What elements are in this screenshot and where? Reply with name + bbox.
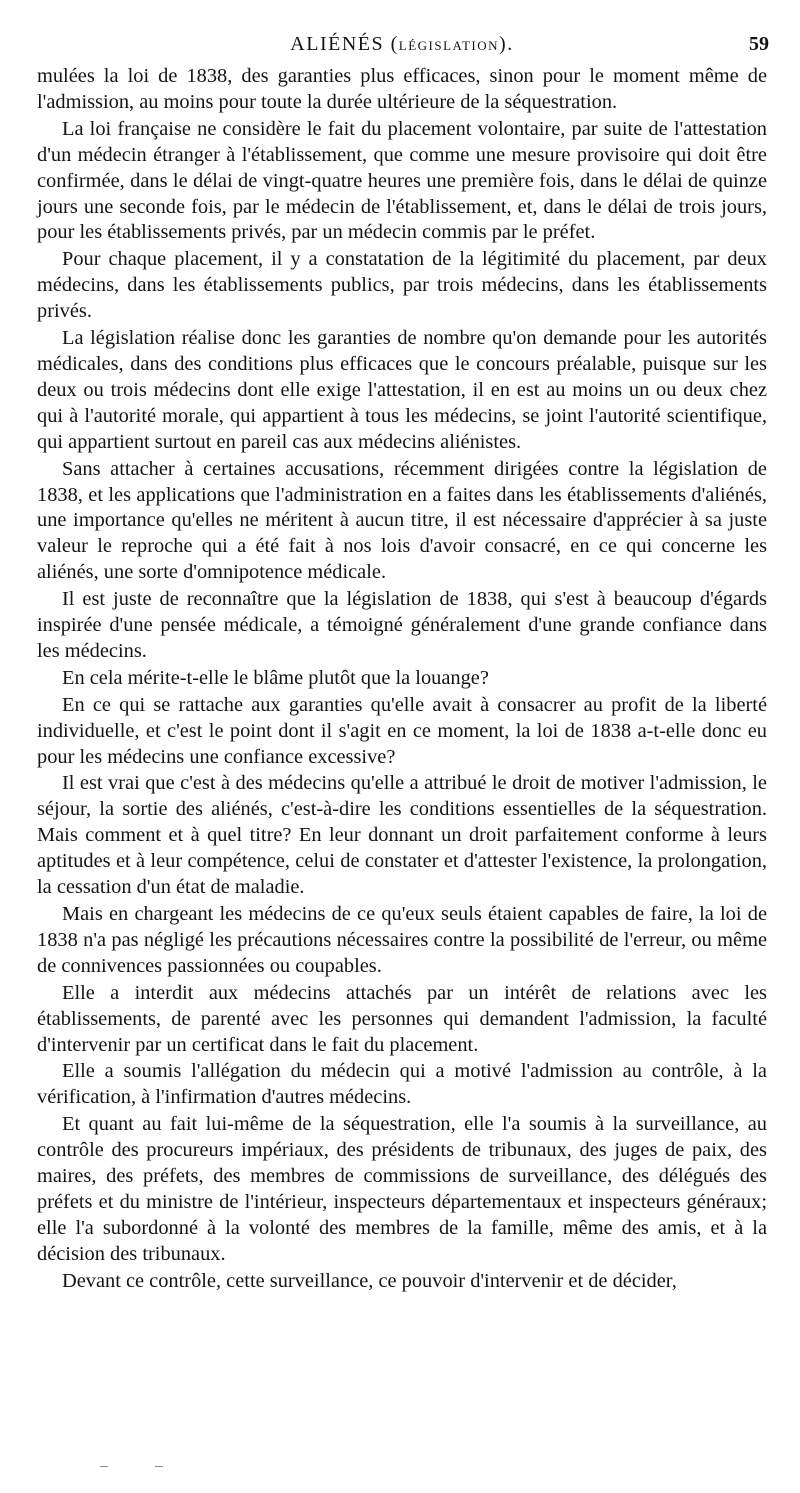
book-page bbox=[37, 0, 767, 1493]
paragraph: Elle a interdit aux médecins attachés par un intérêt de relations avec les établissements, de parenté avec les personnes qui demandent l'admission, la faculté d'intervenir par un certificat dans le fait du placement. bbox=[37, 981, 767, 1056]
paragraph: Elle a soumis l'allégation du médecin qui a motivé l'admission au contrôle, à la vérification, à l'infirmation d'autres médecins. bbox=[37, 1060, 767, 1109]
running-head-subtitle: LÉGISLATION bbox=[398, 38, 500, 53]
print-mark bbox=[100, 1466, 108, 1467]
paragraph: En cela mérite-t-elle le blâme plutôt que la louange? bbox=[62, 666, 489, 689]
paragraph-continuation: mulées la loi de 1838, des garanties plus efficaces, sinon pour le moment même de l'admission, au moins pour toute la durée ultérieure de la séquestration. bbox=[37, 65, 767, 113]
paragraph: Pour chaque placement, il y a constatation de la légitimité du placement, par deux médecins, dans les établissements publics, par trois médecins, dans les établissements privés. bbox=[37, 248, 767, 323]
paragraph: La loi française ne considère le fait du placement volontaire, par suite de l'attestation d'un médecin étranger à l'établissement, que comme une mesure provisoire qui doit être confirmée, dans le délai de vingt-quatre heures une première fois, dans le délai de quinze jours une seconde fois, par le médecin de l'établissement, et, dans le délai de trois jours, pour les établissements privés, par un médecin commis par le préfet. bbox=[37, 117, 767, 244]
paragraph: Sans attacher à certaines accusations, récemment dirigées contre la législation de 1838, et les applications que l'administration en a faites dans les établissements d'aliénés, une importance qu'elles ne méritent à aucun titre, il est nécessaire d'apprécier à sa juste valeur le reproche qui a été fait à nos lois d'avoir consacré, en ce qui concerne les aliénés, une sorte d'omnipotence médicale. bbox=[37, 457, 767, 584]
paragraph: Et quant au fait lui-même de la séquestration, elle l'a soumis à la surveillance, au contrôle des procureurs impériaux, des présidents de tribunaux, des juges de paix, des maires, des préfets, des membres de commissions de surveillance, des délégués des préfets et du ministre de l'intérieur, inspecteurs départementaux et inspecteurs généraux; elle l'a subordonné à la volonté des membres de la famille, même des amis, et à la décision des tribunaux. bbox=[37, 1113, 767, 1265]
paragraph: Mais en chargeant les médecins de ce qu'eux seuls étaient capables de faire, la loi de 1838 n'a pas négligé les précautions nécessaires contre la possibilité de l'erreur, ou même de connivences passionnées ou coupables. bbox=[37, 903, 767, 977]
print-mark bbox=[155, 1466, 163, 1467]
running-head-close: ). bbox=[499, 33, 514, 55]
paragraph: La législation réalise donc les garanties de nombre qu'on demande pour les autorités médicales, dans des conditions plus efficaces que le concours préalable, puisque sur les deux ou trois médecins dont elle exige l'attestation, il en est au moins un ou deux chez qui à l'autorité morale, qui appartient à tous les médecins, se joint l'autorité scientifique, qui appartient surtout en pareil cas aux médecins aliénistes. bbox=[37, 327, 767, 453]
paragraph: Devant ce contrôle, cette surveillance, ce pouvoir d'intervenir et de décider, bbox=[62, 1269, 677, 1292]
running-head-title: ALIÉNÉS ( bbox=[290, 33, 399, 55]
body-text bbox=[37, 64, 767, 1296]
paragraph: Il est vrai que c'est à des médecins qu'elle a attribué le droit de motiver l'admission, le séjour, la sortie des aliénés, c'est-à-dire les conditions essentielles de la séquestration. Mais comment et à quel titre? En leur donnant un droit parfaitement conforme à leurs aptitudes et à leur compétence, celui de constater et d'attester l'existence, la prolongation, la cessation d'un état de maladie. bbox=[37, 772, 767, 899]
page-header bbox=[37, 33, 767, 59]
paragraph: En ce qui se rattache aux garanties qu'elle avait à consacrer au profit de la liberté individuelle, et c'est le point dont il s'agit en ce moment, la loi de 1838 a-t-elle donc eu pour les médecins une confiance excessive? bbox=[37, 693, 767, 768]
paragraph: Il est juste de reconnaître que la législation de 1838, qui s'est à beaucoup d'égards inspirée d'une pensée médicale, a témoigné généralement d'une grande confiance dans les médecins. bbox=[37, 588, 767, 662]
page-number: 59 bbox=[749, 33, 769, 55]
running-head bbox=[37, 33, 767, 56]
